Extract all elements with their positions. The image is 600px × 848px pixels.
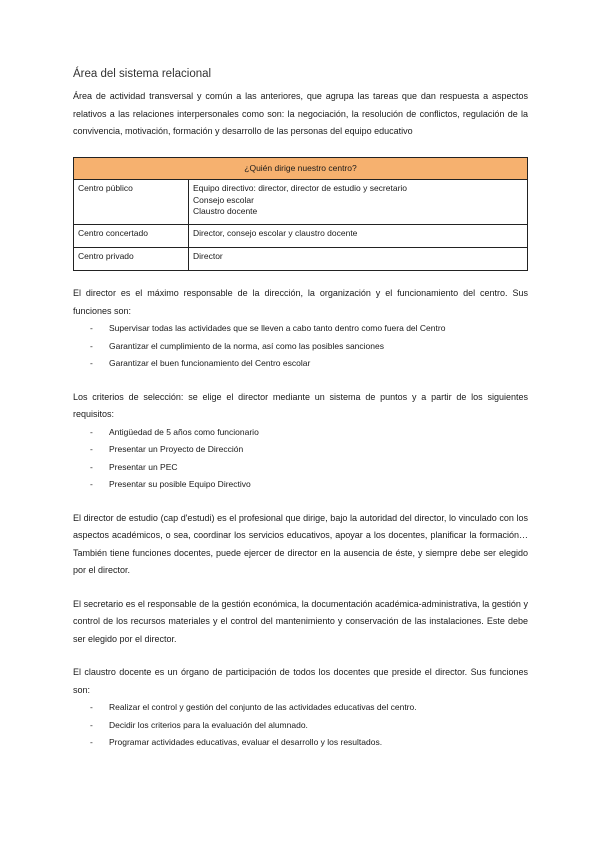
director-section xyxy=(73,285,528,373)
list-item: - Decidir los criterios para la evaluación del alumnado. xyxy=(73,717,528,735)
list-item: - Garantizar el buen funcionamiento del Centro escolar xyxy=(73,355,528,373)
table-row xyxy=(74,225,528,248)
director-line: Consejo escolar xyxy=(193,194,254,205)
claustro-section xyxy=(73,664,528,752)
list-item: - Programar actividades educativas, evaluar el desarrollo y los resultados. xyxy=(73,734,528,752)
criteria-section xyxy=(73,389,528,494)
claustro-functions-list xyxy=(73,699,528,752)
table-row xyxy=(74,180,528,225)
list-item: - Realizar el control y gestión del conjunto de las actividades educativas del centro. xyxy=(73,699,528,717)
director-line: Claustro docente xyxy=(193,206,258,216)
center-type: Centro privado xyxy=(74,248,189,271)
document-page xyxy=(73,68,528,752)
director-line: Director xyxy=(193,251,223,261)
center-type: Centro público xyxy=(74,180,189,225)
claustro-paragraph: El claustro docente es un órgano de participación de todos los docentes que preside el director. Sus funciones son: xyxy=(73,667,528,695)
list-item: - Antigüedad de 5 años como funcionario xyxy=(73,424,528,442)
list-item: - Presentar un PEC xyxy=(73,459,528,477)
center-directors xyxy=(189,248,528,271)
center-type: Centro concertado xyxy=(74,225,189,248)
study-director-paragraph: El director de estudio (cap d'estudi) es el profesional que dirige, bajo la autoridad del director, lo vinculado con los aspectos académicos, o sea, coordinar los servicios educativos, apoyar a los docentes, planificar la formación… También tiene funciones docentes, puede ejercer de director en la ausencia de éste, y siempre debe ser elegido por el director. xyxy=(73,512,528,575)
criteria-paragraph: Los criterios de selección: se elige el director mediante un sistema de puntos y a partir de los siguientes requisitos: xyxy=(73,391,528,419)
center-directors xyxy=(189,225,528,248)
secretary-paragraph: El secretario es el responsable de la gestión económica, la documentación académica-administrativa, la gestión y control de los recursos materiales y el control del mantenimiento y conservación de las instalaciones. Este debe ser elegido por el director. xyxy=(73,598,528,644)
list-item: - Presentar su posible Equipo Directivo xyxy=(73,476,528,494)
centers-table xyxy=(73,157,528,272)
list-item: - Garantizar el cumplimiento de la norma, así como las posibles sanciones xyxy=(73,338,528,356)
director-line: Director, consejo escolar y claustro docente xyxy=(193,228,358,238)
criteria-list xyxy=(73,424,528,494)
table-header: ¿Quién dirige nuestro centro? xyxy=(74,157,528,180)
director-functions-list xyxy=(73,320,528,373)
intro-paragraph: Área de actividad transversal y común a las anteriores, que agrupa las tareas que dan respuesta a aspectos relativos a las relaciones interpersonales como son: la negociación, la resolución de conflictos, regulación de la convivencia, motivación, formación y desarrollo de las personas del equipo educativo xyxy=(73,91,528,136)
center-directors xyxy=(189,180,528,225)
director-paragraph: El director es el máximo responsable de la dirección, la organización y el funcionamiento del centro. Sus funciones son: xyxy=(73,288,528,316)
table-header-row xyxy=(74,157,528,180)
list-item: - Presentar un Proyecto de Dirección xyxy=(73,441,528,459)
table-row xyxy=(74,248,528,271)
director-line: Equipo directivo: director, director de estudio y secretario xyxy=(193,183,408,193)
list-item: - Supervisar todas las actividades que se lleven a cabo tanto dentro como fuera del Centro xyxy=(73,320,528,338)
section-title: Área del sistema relacional xyxy=(73,68,212,80)
